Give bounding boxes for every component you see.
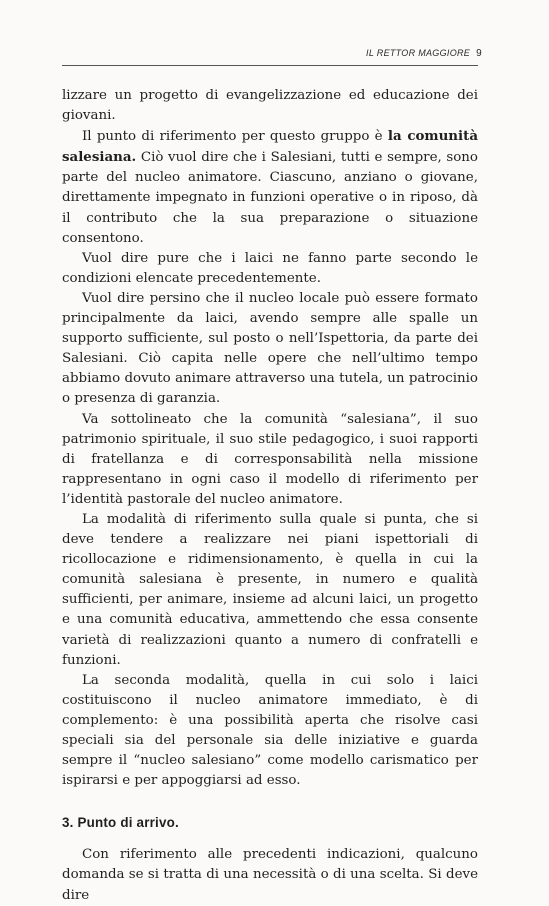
section-heading: 3. Punto di arrivo. — [62, 815, 179, 831]
body-text — [62, 86, 478, 906]
paragraph-laici: Vuol dire pure che i laici ne fanno parte secondo le condizioni elencate precedentemente. — [62, 250, 478, 286]
paragraph-intro: Il punto di riferimento per questo gruppo è — [82, 129, 388, 145]
header-rule — [62, 65, 478, 66]
paragraph-rest: Ciò vuol dire che i Salesiani, tutti e sempre, sono parte del nucleo animatore. Ciascuno, anziano o giovane, direttamente impegnato in funzioni operative o in riposo, dà il contributo che la sua preparazione o situazione consentono. — [62, 150, 478, 246]
running-header — [366, 48, 482, 59]
paragraph-riferimento: Con riferimento alle precedenti indicazioni, qualcuno domanda se si tratta di una necessità o di una scelta. Si deve dire — [62, 847, 478, 903]
bold-phrase: la comunità salesiana. — [62, 128, 478, 166]
paragraph-modalita-riferimento: La modalità di riferimento sulla quale si punta, che si deve tendere a realizzare nei piani ispettoriali di ricollocazione e ridimensionamento, è quella in cui la comunità salesiana è presente, in numero e qualità sufficienti, per animare, insieme ad alcuni laici, un progetto e una comunità educativa, ammettendo che essa consente varietà di realizzazioni quanto a numero di confratelli e funzioni. — [62, 511, 478, 668]
paragraph-nucleo-locale: Vuol dire persino che il nucleo locale può essere formato principalmente da laici, avendo sempre alle spalle un supporto sufficiente, sul posto o nell’Ispettoria, da parte dei Salesiani. Ciò capita nelle opere che nell’ultimo tempo abbiamo dovuto animare attraverso una tutela, un patrocinio o presenza di garanzia. — [62, 290, 478, 407]
page-number: 9 — [476, 48, 482, 59]
paragraph-comunita-salesiana — [62, 126, 478, 249]
running-title: IL RETTOR MAGGIORE — [366, 48, 471, 58]
paragraph-continuation: lizzare un progetto di evangelizzazione ed educazione dei giovani. — [62, 88, 478, 124]
paragraph-modello: Va sottolineato che la comunità “salesiana”, il suo patrimonio spirituale, il suo stile pedagogico, i suoi rapporti di fratellanza e di corresponsabilità nella missione rappresentano in ogni caso il modello di riferimento per l’identità pastorale del nucleo animatore. — [62, 411, 478, 507]
paragraph-seconda-modalita: La seconda modalità, quella in cui solo i laici costituiscono il nucleo animatore immediato, è di complemento: è una possibilità aperta che risolve casi speciali sia del personale sia delle iniziative e guarda sempre il “nucleo salesiano” come modello carismatico per ispirarsi e per appoggiarsi ad esso. — [62, 672, 478, 789]
